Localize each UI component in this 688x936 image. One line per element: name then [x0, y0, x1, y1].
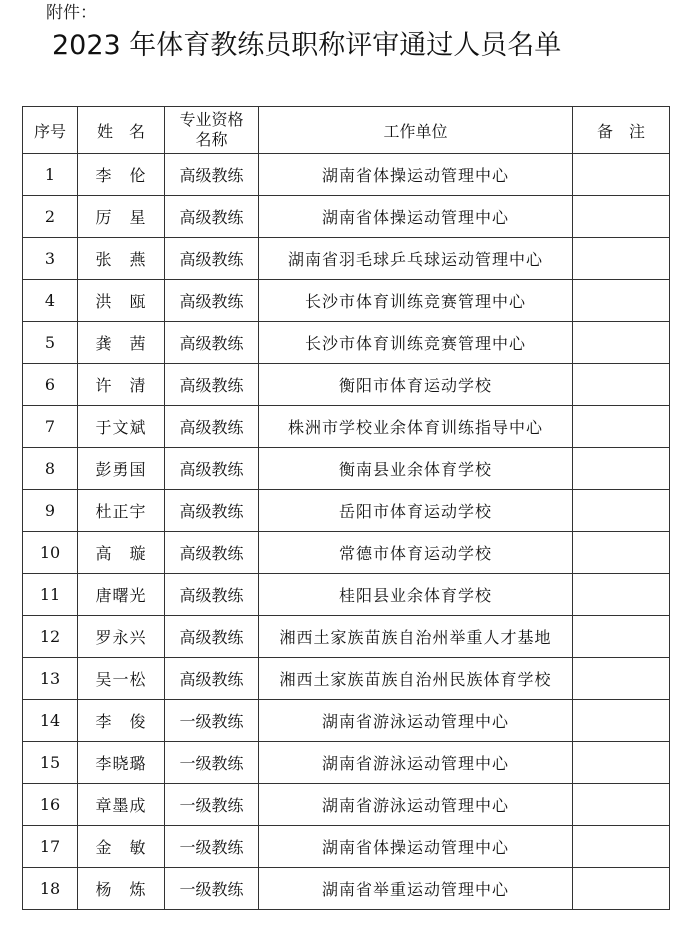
- cell-name: 许 清: [78, 364, 165, 406]
- cell-remarks: [573, 784, 670, 826]
- cell-qualification: 高级教练: [165, 490, 259, 532]
- header-name: 姓 名: [78, 107, 165, 154]
- cell-unit: 湖南省体操运动管理中心: [259, 826, 573, 868]
- cell-no: 12: [23, 616, 78, 658]
- cell-qualification: 高级教练: [165, 448, 259, 490]
- cell-no: 4: [23, 280, 78, 322]
- table-row: [23, 826, 670, 868]
- roster-table: [22, 106, 670, 910]
- cell-qualification: 高级教练: [165, 364, 259, 406]
- table-row: [23, 868, 670, 910]
- cell-qualification: 一级教练: [165, 700, 259, 742]
- cell-name: 罗永兴: [78, 616, 165, 658]
- cell-unit: 湖南省体操运动管理中心: [259, 154, 573, 196]
- cell-name: 彭勇国: [78, 448, 165, 490]
- cell-unit: 湖南省举重运动管理中心: [259, 868, 573, 910]
- cell-no: 5: [23, 322, 78, 364]
- cell-qualification: 高级教练: [165, 658, 259, 700]
- table-row: [23, 322, 670, 364]
- cell-remarks: [573, 154, 670, 196]
- document-title: 2023 年体育教练员职称评审通过人员名单: [52, 30, 562, 61]
- header-qualification-line1: 专业资格: [179, 110, 244, 129]
- cell-unit: 湘西土家族苗族自治州举重人才基地: [259, 616, 573, 658]
- table-row: [23, 280, 670, 322]
- cell-name: 唐曙光: [78, 574, 165, 616]
- cell-name: 洪 瓯: [78, 280, 165, 322]
- cell-remarks: [573, 364, 670, 406]
- cell-name: 杜正宇: [78, 490, 165, 532]
- attachment-label: 附件：: [46, 3, 97, 23]
- cell-unit: 湖南省体操运动管理中心: [259, 196, 573, 238]
- header-unit: 工作单位: [259, 107, 573, 154]
- cell-qualification: 一级教练: [165, 742, 259, 784]
- table-row: [23, 154, 670, 196]
- cell-qualification: 高级教练: [165, 616, 259, 658]
- cell-remarks: [573, 490, 670, 532]
- table-row: [23, 196, 670, 238]
- table-row: [23, 238, 670, 280]
- cell-unit: 桂阳县业余体育学校: [259, 574, 573, 616]
- cell-no: 18: [23, 868, 78, 910]
- cell-name: 高 璇: [78, 532, 165, 574]
- cell-qualification: 高级教练: [165, 574, 259, 616]
- header-qualification: [165, 107, 259, 154]
- cell-unit: 湖南省羽毛球乒乓球运动管理中心: [259, 238, 573, 280]
- cell-qualification: 高级教练: [165, 238, 259, 280]
- table-row: [23, 448, 670, 490]
- cell-name: 李 伦: [78, 154, 165, 196]
- cell-no: 15: [23, 742, 78, 784]
- table-row: [23, 784, 670, 826]
- cell-qualification: 高级教练: [165, 322, 259, 364]
- cell-unit: 长沙市体育训练竞赛管理中心: [259, 322, 573, 364]
- header-qualification-line2: 名称: [195, 130, 228, 149]
- cell-name: 杨 炼: [78, 868, 165, 910]
- cell-name: 龚 茜: [78, 322, 165, 364]
- table-row: [23, 658, 670, 700]
- cell-remarks: [573, 280, 670, 322]
- cell-remarks: [573, 742, 670, 784]
- cell-name: 于文斌: [78, 406, 165, 448]
- header-remarks: 备 注: [573, 107, 670, 154]
- table-row: [23, 532, 670, 574]
- cell-unit: 衡阳市体育运动学校: [259, 364, 573, 406]
- table-header-row: [23, 107, 670, 154]
- cell-qualification: 高级教练: [165, 196, 259, 238]
- cell-remarks: [573, 238, 670, 280]
- cell-qualification: 高级教练: [165, 406, 259, 448]
- table-row: [23, 742, 670, 784]
- table-row: [23, 490, 670, 532]
- cell-name: 吴一松: [78, 658, 165, 700]
- cell-unit: 岳阳市体育运动学校: [259, 490, 573, 532]
- table-row: [23, 700, 670, 742]
- roster-body: [23, 154, 670, 910]
- cell-no: 2: [23, 196, 78, 238]
- cell-name: 李 俊: [78, 700, 165, 742]
- cell-no: 17: [23, 826, 78, 868]
- cell-remarks: [573, 448, 670, 490]
- header-no: 序号: [23, 107, 78, 154]
- cell-qualification: 一级教练: [165, 784, 259, 826]
- cell-unit: 株洲市学校业余体育训练指导中心: [259, 406, 573, 448]
- cell-unit: 湖南省游泳运动管理中心: [259, 742, 573, 784]
- cell-qualification: 高级教练: [165, 280, 259, 322]
- cell-remarks: [573, 868, 670, 910]
- cell-no: 6: [23, 364, 78, 406]
- cell-unit: 湖南省游泳运动管理中心: [259, 784, 573, 826]
- cell-no: 14: [23, 700, 78, 742]
- cell-remarks: [573, 532, 670, 574]
- table-row: [23, 406, 670, 448]
- cell-name: 李晓璐: [78, 742, 165, 784]
- cell-no: 1: [23, 154, 78, 196]
- table-row: [23, 364, 670, 406]
- cell-qualification: 一级教练: [165, 868, 259, 910]
- cell-unit: 湖南省游泳运动管理中心: [259, 700, 573, 742]
- cell-unit: 湘西土家族苗族自治州民族体育学校: [259, 658, 573, 700]
- cell-no: 13: [23, 658, 78, 700]
- cell-remarks: [573, 322, 670, 364]
- cell-unit: 常德市体育运动学校: [259, 532, 573, 574]
- cell-unit: 长沙市体育训练竞赛管理中心: [259, 280, 573, 322]
- cell-remarks: [573, 658, 670, 700]
- cell-no: 3: [23, 238, 78, 280]
- cell-remarks: [573, 406, 670, 448]
- cell-no: 7: [23, 406, 78, 448]
- cell-remarks: [573, 196, 670, 238]
- table-row: [23, 616, 670, 658]
- cell-name: 金 敏: [78, 826, 165, 868]
- cell-name: 章墨成: [78, 784, 165, 826]
- cell-qualification: 高级教练: [165, 154, 259, 196]
- cell-qualification: 一级教练: [165, 826, 259, 868]
- cell-qualification: 高级教练: [165, 532, 259, 574]
- cell-no: 16: [23, 784, 78, 826]
- cell-no: 8: [23, 448, 78, 490]
- cell-remarks: [573, 700, 670, 742]
- cell-no: 9: [23, 490, 78, 532]
- cell-no: 11: [23, 574, 78, 616]
- cell-name: 张 燕: [78, 238, 165, 280]
- table-row: [23, 574, 670, 616]
- cell-no: 10: [23, 532, 78, 574]
- cell-remarks: [573, 574, 670, 616]
- cell-remarks: [573, 826, 670, 868]
- cell-unit: 衡南县业余体育学校: [259, 448, 573, 490]
- cell-remarks: [573, 616, 670, 658]
- cell-name: 厉 星: [78, 196, 165, 238]
